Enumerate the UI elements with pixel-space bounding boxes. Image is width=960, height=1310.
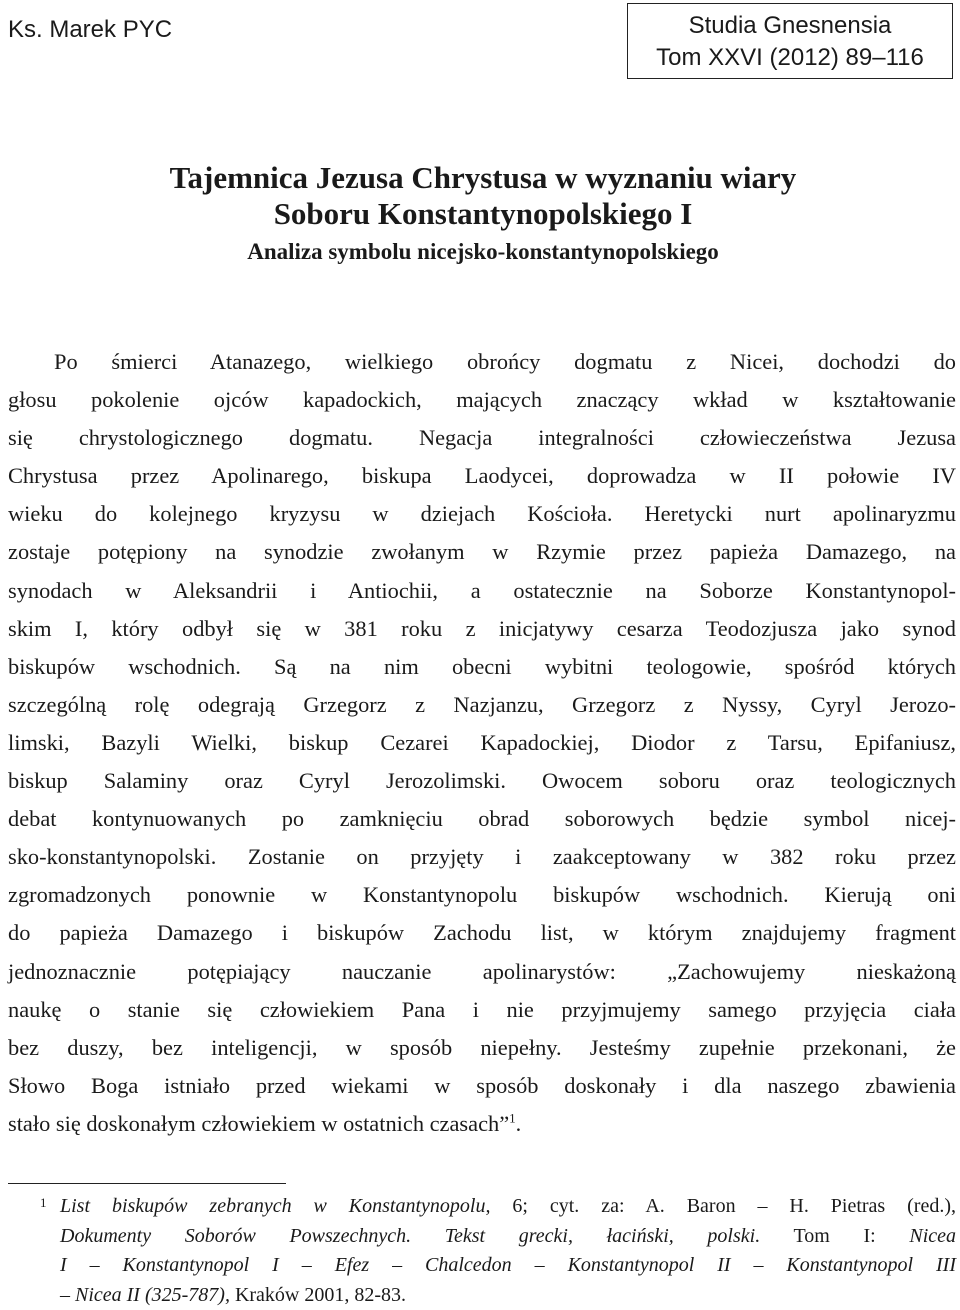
article-subtitle: Analiza symbolu nicejsko-konstantynopolskiego: [247, 239, 719, 264]
footnote-citation: 6; cyt. za: A. Baron – H. Pietras (red.),: [490, 1195, 956, 1217]
body-line: biskupów wschodnich. Są na nim obecni wybitni teologowie, spośród których: [8, 653, 956, 679]
body-line: się chrystologicznego dogmatu. Negacja integralności człowieczeństwa Jezusa: [8, 425, 956, 451]
body-line: zgromadzonych ponownie w Konstantynopolu biskupów wschodnich. Kierują oni: [8, 882, 956, 908]
footnote-line-1: [8, 1192, 956, 1222]
body-line: głosu pokolenie ojców kapadockich, mających znaczący wkład w kształtowanie: [8, 387, 956, 413]
footnote-book-title: Dokumenty Soborów Powszechnych. Tekst grecki, łaciński, polski.: [60, 1224, 761, 1247]
footnote-separator: [8, 1183, 286, 1184]
body-line: synodach w Aleksandrii i Antiochii, a ostatecznie na Soborze Konstantynopol-: [8, 577, 956, 603]
body-line-last: [8, 1105, 956, 1143]
body-paragraph: [8, 343, 956, 1143]
body-line: Chrystusa przez Apolinarego, biskupa Laodycei, doprowadza w II połowie IV: [8, 463, 956, 489]
footnote-volume-title-end: – Nicea II (325-787),: [60, 1283, 230, 1306]
footnote-line-3: [8, 1251, 956, 1281]
body-line: jednoznacznie potępiający nauczanie apolinarystów: „Zachowujemy nieskażoną: [8, 958, 956, 984]
body-line-last-text: stało się doskonałym człowiekiem w ostatnich czasach”: [8, 1110, 510, 1136]
footnote-line-4: [8, 1281, 956, 1310]
journal-info-box: [627, 3, 953, 79]
body-line: naukę o stanie się człowiekiem Pana i nie przyjmujemy samego przyjęcia ciała: [8, 996, 956, 1022]
footnote-volume-title-cont: I – Konstantynopol I – Efez – Chalcedon – Konstantynopol II – Konstantynopol III: [60, 1254, 956, 1276]
footnote-reference[interactable]: 1: [509, 1110, 516, 1126]
journal-volume: Tom XXVI (2012) 89–116: [656, 44, 924, 71]
footnote-line-2: [8, 1222, 956, 1252]
journal-name: Studia Gnesnensia: [688, 12, 892, 39]
body-line: skim I, który odbył się w 381 roku z inicjatywy cesarza Teodozjusza jako synod: [8, 615, 956, 641]
body-line: limski, Bazyli Wielki, biskup Cezarei Kapadockiej, Diodor z Tarsu, Epifaniusz,: [8, 729, 956, 755]
footnote-volume: Tom I:: [760, 1224, 910, 1247]
body-line: szczególną rolę odegrają Grzegorz z Nazjanzu, Grzegorz z Nyssy, Cyryl Jerozo-: [8, 691, 956, 717]
footnote-volume-title: Nicea: [909, 1224, 957, 1247]
footnote-source-title: List biskupów zebranych w Konstantynopolu,: [60, 1195, 491, 1217]
body-line: sko-konstantynopolski. Zostanie on przyjęty i zaakceptowany w 382 roku przez: [8, 844, 956, 870]
footnote-mark: 1: [40, 1195, 47, 1210]
body-line: debat kontynuowanych po zamknięciu obrad soborowych będzie symbol nicej-: [8, 806, 956, 832]
body-line: wieku do kolejnego kryzysu w dziejach Kościoła. Heretycki nurt apolinaryzmu: [8, 501, 956, 527]
body-line: Słowo Boga istniało przed wiekami w sposób doskonały i dla naszego zbawienia: [8, 1072, 956, 1098]
author-name: Ks. Marek PYC: [8, 16, 173, 43]
body-line: biskup Salaminy oraz Cyryl Jerozolimski. Owocem soboru oraz teologicznych: [8, 768, 956, 794]
footnote-publication: Kraków 2001, 82-83.: [229, 1283, 407, 1306]
footnote: [8, 1192, 956, 1310]
body-line: zostaje potępiony na synodzie zwołanym w Rzymie przez papieża Damazego, na: [8, 539, 956, 565]
body-line: bez duszy, bez inteligencji, w sposób niepełny. Jesteśmy zupełnie przekonani, że: [8, 1034, 956, 1060]
article-title-line-1: Tajemnica Jezusa Chrystusa w wyznaniu wiary: [169, 160, 797, 195]
body-line: do papieża Damazego i biskupów Zachodu list, w którym znajdujemy fragment: [8, 920, 956, 946]
body-line-last-period: .: [515, 1110, 522, 1136]
article-title-line-2: Soboru Konstantynopolskiego I: [273, 196, 693, 231]
body-line: Po śmierci Atanazego, wielkiego obrońcy dogmatu z Nicei, dochodzi do: [54, 349, 956, 374]
article-title-block: [0, 160, 960, 269]
